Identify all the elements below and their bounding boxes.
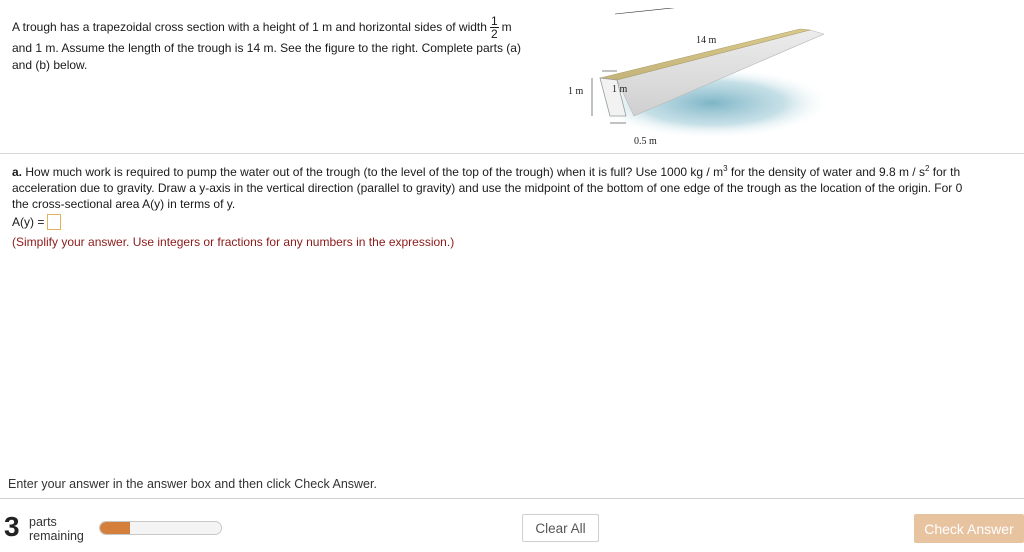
remaining-word: remaining [29,529,84,543]
instruction-text: Enter your answer in the answer box and then click Check Answer. [8,477,377,491]
problem-line-1 [12,15,562,40]
parts-word: parts [29,515,57,529]
question-part-a [12,164,1024,212]
parts-remaining-label [29,515,84,543]
section-divider [0,153,1024,154]
top-width-label: 1 m [612,84,628,95]
progress-fill [100,522,130,534]
problem-line-2: and 1 m. Assume the length of the trough is 14 m. See the figure to the right. Complete parts (a) [12,41,521,55]
exponent-2: 2 [924,164,930,173]
answer-hint: (Simplify your answer. Use integers or fractions for any numbers in the expression.) [12,235,455,249]
parts-count: 3 [4,511,20,542]
problem-text-1: A trough has a trapezoidal cross section with a height of 1 m and horizontal sides of width [12,20,487,34]
problem-line-3: and (b) below. [12,58,88,72]
part-label: a. [12,165,23,179]
progress-bar [99,521,222,535]
problem-unit: m [501,20,512,34]
height-label: 1 m [568,86,584,97]
exponent-3: 3 [723,164,728,173]
question-line-1 [12,164,1024,180]
length-dimension-line [615,8,813,14]
problem-statement [12,15,562,74]
fraction-half [490,15,499,40]
ay-label: A(y) = [12,215,45,229]
length-label: 14 m [696,35,717,46]
answer-row [12,214,61,230]
answer-input-box[interactable] [47,214,61,230]
check-answer-button[interactable]: Check Answer [914,514,1024,543]
clear-all-button[interactable]: Clear All [522,514,599,542]
fraction-numerator: 1 [490,14,498,28]
fraction-denominator: 2 [490,27,498,41]
question-line-3: the cross-sectional area A(y) in terms of y. [12,197,236,211]
question-text-1c: for th [932,165,961,179]
question-text-1b: for the density of water and 9.8 m / s [730,165,925,179]
bottom-width-label: 0.5 m [634,136,657,147]
trough-figure [562,8,824,150]
footer-divider [0,498,1024,499]
question-text-1a: How much work is required to pump the water out of the trough (to the level of the top of the trough) when it is full? Use 1000 kg / m [25,165,724,179]
question-line-2: acceleration due to gravity. Draw a y-axis in the vertical direction (parallel to gravity) and use the midpoint of the bottom of one edge of the trough as the location of the origin. For 0 [12,181,963,195]
